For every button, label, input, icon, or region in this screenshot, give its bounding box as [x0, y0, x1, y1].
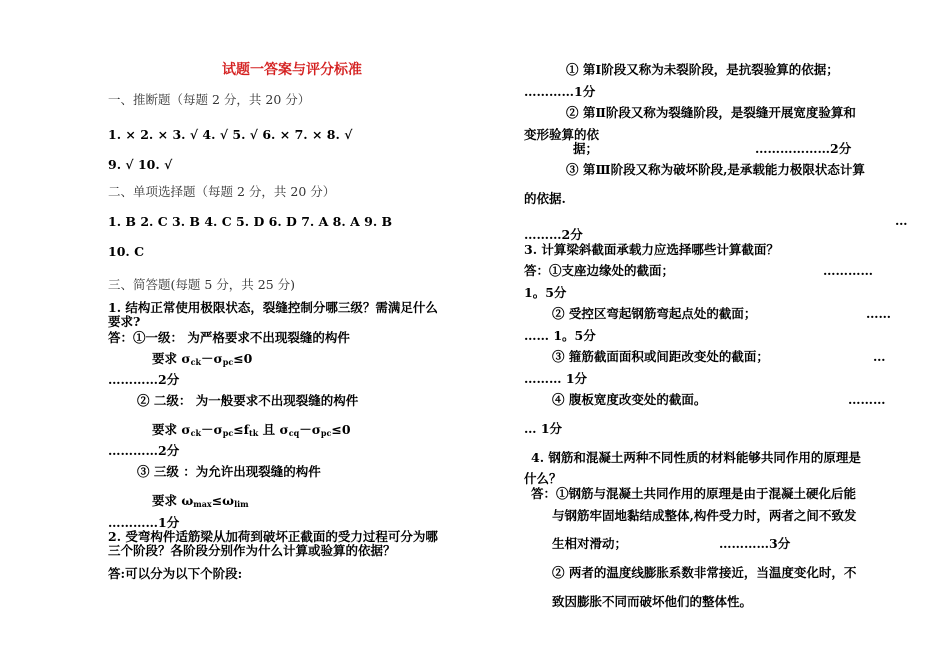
leader-dots: ……: [866, 306, 891, 321]
leader-dots: ………: [848, 392, 886, 407]
requirement-1: 要求 $\sigma_{ck}-\sigma_{pc}\le 0$: [152, 351, 253, 367]
stage-2-line-2: 变形验算的依: [524, 127, 600, 142]
answer-4-line-4: ② 两者的温度线膨胀系数非常接近，当温度变化时，不: [552, 565, 857, 580]
leader-dots: …………: [823, 263, 873, 278]
question-3: 3. 计算梁斜截面承载力应选择哪些计算截面？: [524, 242, 779, 257]
answer-4-line-2: 与钢筋牢固地黏结成整体,构件受力时，两者之间不致发: [552, 508, 857, 523]
score-line: 1。5分: [524, 285, 567, 300]
answer-4-line-1: 答：①钢筋与混凝土共同作用的原理是由于混凝土硬化后能: [531, 486, 857, 501]
answer-1-level-3: ③ 三级 ：为允许出现裂缝的构件: [137, 464, 321, 479]
question-4-line-2: 什么？: [524, 471, 562, 486]
score-line: …………3分: [719, 536, 791, 551]
answer-line-choice-1: 1. B 2. C 3. B 4. C 5. D 6. D 7. A 8. A 9. B: [108, 214, 393, 229]
question-2-line-2: 三个阶段？各阶段分别作为什么计算或验算的依据？: [108, 543, 396, 558]
score-line: …………1分: [524, 84, 596, 99]
score-line: …… 1。5分: [524, 328, 596, 343]
answer-1-level-2: ② 二级： 为一般要求不出现裂缝的构件: [137, 393, 359, 408]
requirement-2: 要求 $\sigma_{ck}-\sigma_{pc}\le f_{tk}$ 且 $\sigma_{cq}-\sigma_{pc}\le 0$: [152, 422, 351, 438]
stage-2-line-3: 据；: [573, 141, 599, 156]
answer-4-line-5: 致因膨胀不同而破坏他们的整体性。: [552, 594, 753, 609]
score-line: ………………2分: [755, 141, 852, 156]
section-heading-short: 三、简答题(每题 5 分，共 25 分): [108, 277, 296, 292]
requirement-3: 要求 $\omega_{max}\le\omega_{lim}$: [152, 493, 249, 509]
question-1-line-2: 要求?: [108, 314, 141, 329]
answer-1-level-1: 答：①一级： 为严格要求不出现裂缝的构件: [108, 330, 350, 345]
score-line: … 1分: [524, 421, 563, 436]
section-heading-choice: 二、单项选择题（每题 2 分，共 20 分）: [108, 184, 336, 199]
answer-4-line-3: 生相对滑动；: [552, 536, 628, 551]
score-line: …………1分: [108, 515, 180, 530]
answer-2-intro: 答:可以分为以下个阶段:: [108, 566, 243, 581]
question-1-line-1: 1. 结构正常使用极限状态，裂缝控制分哪三级？需满足什么: [108, 300, 438, 315]
answer-line-judgment-1: 1. × 2. × 3. √ 4. √ 5. √ 6. × 7. × 8. √: [108, 127, 353, 142]
answer-3-item-2: ② 受控区弯起钢筋弯起点处的截面；: [552, 306, 757, 321]
score-line: ………2分: [524, 227, 583, 242]
question-4-line-1: 4. 钢筋和混凝土两种不同性质的材料能够共同作用的原理是: [531, 450, 861, 465]
answer-3-item-3: ③ 箍筋截面面积或间距改变处的截面；: [552, 349, 769, 364]
score-line: ……… 1分: [524, 371, 588, 386]
score-line: …………2分: [108, 372, 180, 387]
stage-3-line-2: 的依据.: [524, 191, 566, 206]
answer-line-judgment-2: 9. √ 10. √: [108, 157, 173, 172]
stage-3-line-1: ③ 第Ⅲ阶段又称为破坏阶段,是承载能力极限状态计算: [566, 162, 865, 177]
answer-3-item-1: 答：①支座边缘处的截面；: [524, 263, 675, 278]
answer-3-item-4: ④ 腹板宽度改变处的截面。: [552, 392, 707, 407]
answer-line-choice-2: 10. C: [108, 244, 145, 259]
score-line: …………2分: [108, 443, 180, 458]
stage-1: ① 第Ⅰ阶段又称为未裂阶段，是抗裂验算的依据；: [566, 62, 839, 77]
stage-2-line-1: ② 第Ⅱ阶段又称为裂缝阶段，是裂缝开展宽度验算和: [566, 105, 856, 120]
section-heading-judgment: 一、推断题（每题 2 分，共 20 分）: [108, 92, 311, 107]
page-title: 试题一答案与评分标准: [222, 62, 362, 78]
leader-dots: …: [895, 213, 908, 228]
leader-dots: …: [873, 349, 886, 364]
question-2-line-1: 2. 受弯构件适筋梁从加荷到破坏正截面的受力过程可分为哪: [108, 529, 438, 544]
